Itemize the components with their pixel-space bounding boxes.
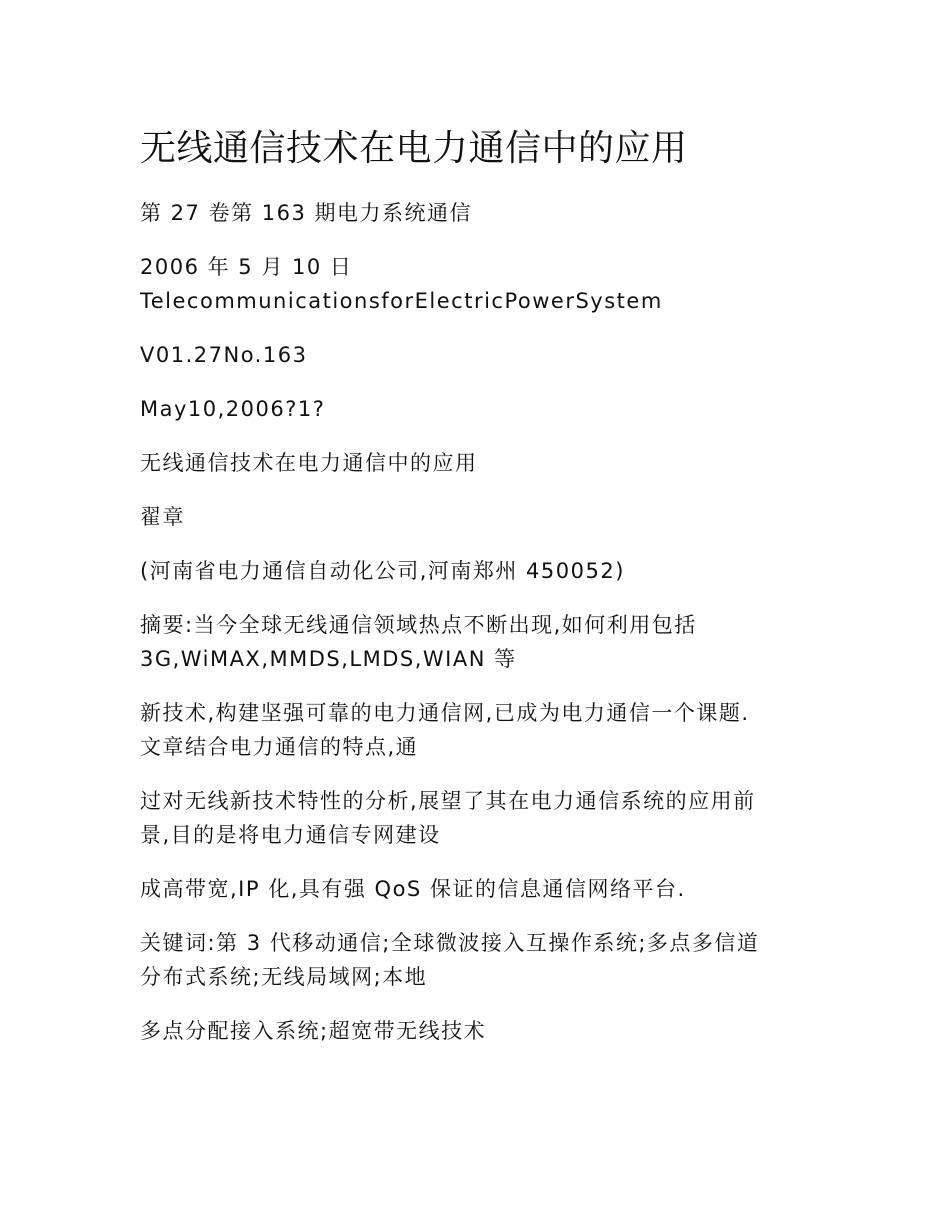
abstract-paragraph-2 xyxy=(140,696,820,764)
document-title: 无线通信技术在电力通信中的应用 xyxy=(140,128,688,169)
abstract-paragraph-4: 成高带宽,IP 化,具有强 QoS 保证的信息通信网络平台. xyxy=(140,877,686,901)
abstract-line: 3G,WiMAX,MMDS,LMDS,WIAN 等 xyxy=(140,647,517,671)
volume-line: 第 27 卷第 163 期电力系统通信 xyxy=(140,201,473,225)
date-line: 2006 年 5 月 10 日 xyxy=(140,255,353,279)
abstract-paragraph-3 xyxy=(140,784,820,852)
keywords-paragraph xyxy=(140,926,820,994)
author-affiliation: (河南省电力通信自动化公司,河南郑州 450052) xyxy=(140,559,625,583)
volume-english: V01.27No.163 xyxy=(140,343,308,367)
author-name: 翟章 xyxy=(140,505,185,529)
journal-english-title: TelecommunicationsforElectricPowerSystem xyxy=(140,289,663,313)
date-english: May10,2006?1? xyxy=(140,397,326,421)
abstract-line: 过对无线新技术特性的分析,展望了其在电力通信系统的应用前 xyxy=(140,789,756,813)
document-body xyxy=(140,124,820,1068)
keywords-line: 分布式系统;无线局域网;本地 xyxy=(140,965,428,989)
keywords-continuation: 多点分配接入系统;超宽带无线技术 xyxy=(140,1019,487,1043)
abstract-paragraph xyxy=(140,608,820,676)
abstract-line: 新技术,构建坚强可靠的电力通信网,已成为电力通信一个课题. xyxy=(140,701,750,725)
abstract-line: 文章结合电力通信的特点,通 xyxy=(140,735,419,759)
article-subtitle: 无线通信技术在电力通信中的应用 xyxy=(140,451,478,475)
abstract-line: 景,目的是将电力通信专网建设 xyxy=(140,823,441,847)
abstract-line: 摘要:当今全球无线通信领域热点不断出现,如何利用包括 xyxy=(140,613,697,637)
keywords-line: 关键词:第 3 代移动通信;全球微波接入互操作系统;多点多信道 xyxy=(140,931,760,955)
